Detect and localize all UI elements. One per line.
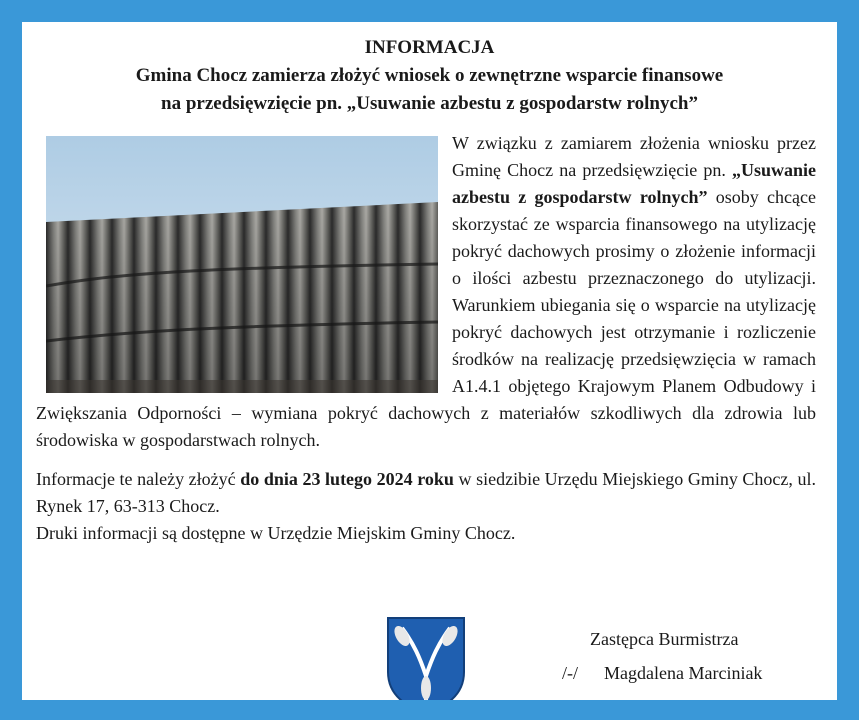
coat-of-arms-icon: [384, 614, 468, 700]
signature-name: Magdalena Marciniak: [604, 663, 763, 683]
signature-block: [562, 622, 762, 690]
signature-prefix: /-/: [562, 663, 578, 683]
notice-sheet: [22, 22, 837, 700]
header: [22, 34, 837, 118]
signature-name-line: [562, 656, 762, 690]
forms-availability: Druki informacji są dostępne w Urzędzie Miejskim Gminy Chocz.: [36, 523, 516, 543]
corrugated-asbestos-roof-photo: [46, 136, 438, 393]
notice-subtitle-line2: na przedsięwzięcie pn. „Usuwanie azbestu z gospodarstw rolnych”: [161, 93, 698, 114]
paragraph-request: W związku z zamiarem złożenia wniosku przez Gminę Chocz na przedsięwzięcie pn. „Usuwanie azbestu z gospodarstw rolnych” osoby chcące skorzystać ze wsparcia finansowego na utylizację pokryć dachowych prosimy o złożenie informacji o ilości azbestu przeznaczonego do utylizacji. Warunkiem ubiegania się o wsparcie na utylizację pokryć dachowych jest otrzymanie i rozliczenie środków na realizację przedsięwzięcia w ramach A1.4.1 objętego Krajowym Planem Odbudowy i Zwiększania Odporności – wymiana pokryć dachowych z materiałów szkodliwych dla zdrowia lub środowiska w gospodarstwach rolnych.: [36, 133, 816, 450]
paragraph-deadline: Informacje te należy złożyć do dnia 23 lutego 2024 roku w siedzibie Urzędu Miejskiego Gminy Chocz, ul. Rynek 17, 63-313 Chocz. Druki informacji są dostępne w Urzędzie Miejskim Gminy Chocz.: [36, 469, 816, 543]
project-name: „Usuwanie azbestu z gospodarstw rolnych”: [452, 160, 816, 207]
notice-subtitle-line1: Gmina Chocz zamierza złożyć wniosek o zewnętrzne wsparcie finansowe: [135, 65, 724, 86]
notice-title: INFORMACJA: [364, 37, 495, 58]
notice-body: [36, 130, 816, 565]
deadline-date: do dnia 23 lutego 2024 roku: [240, 469, 454, 489]
signature-title: Zastępca Burmistrza: [590, 629, 739, 649]
